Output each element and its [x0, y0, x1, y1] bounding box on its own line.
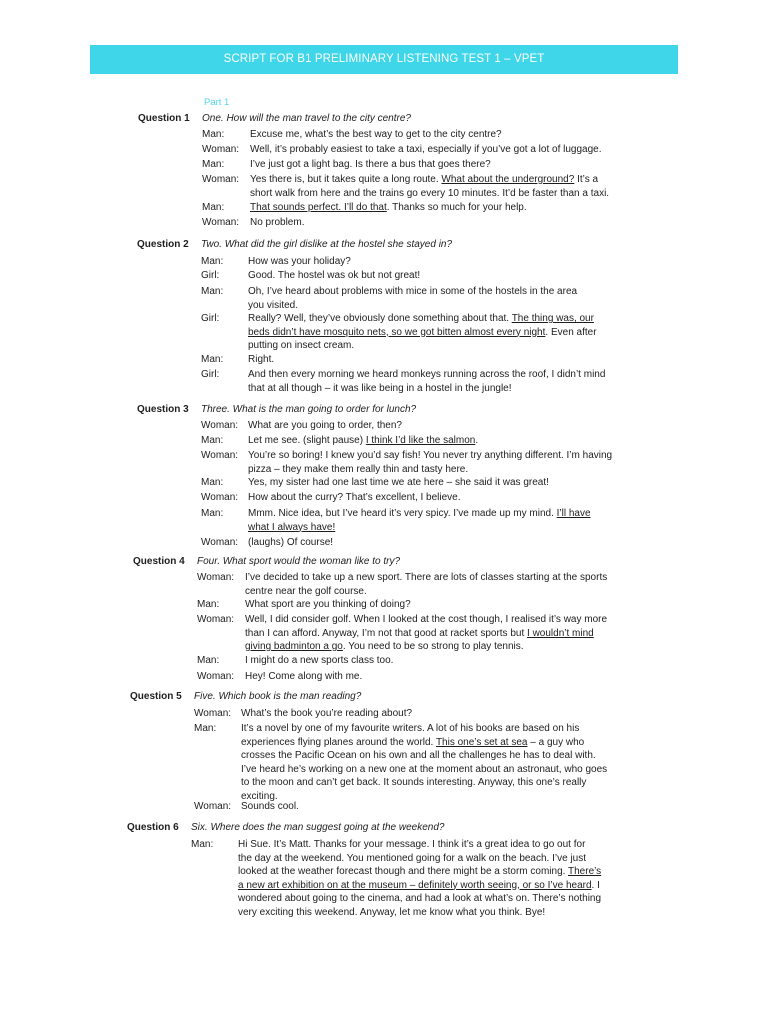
question-label: Question 2 [137, 239, 189, 250]
question-label: Question 3 [137, 404, 189, 415]
dialogue-text: Mmm. Nice idea, but I’ve heard it’s very spicy. I’ve made up my mind. I’ll have what I always have! [248, 508, 591, 533]
dialogue-text: And then every morning we heard monkeys running across the roof, I didn’t mind that at all though – it was like being in a hostel in the jungle! [248, 369, 606, 394]
question-prompt: One. How will the man travel to the city centre? [202, 113, 411, 124]
question-label: Question 1 [138, 113, 190, 124]
dialogue-text: How was your holiday? [248, 256, 351, 267]
question-prompt: Six. Where does the man suggest going at the weekend? [191, 822, 445, 833]
speaker-label: Man: [197, 655, 220, 666]
dialogue-text: Right. [248, 354, 275, 365]
speaker-label: Man: [202, 202, 225, 213]
dialogue-text: I’ve just got a light bag. Is there a bus that goes there? [250, 159, 491, 170]
speaker-label: Girl: [201, 369, 220, 380]
dialogue-text: I’ve decided to take up a new sport. There are lots of classes starting at the sports centre near the golf course. [245, 572, 608, 597]
speaker-label: Man: [197, 599, 220, 610]
dialogue-text: Yes, my sister had one last time we ate here – she said it was great! [248, 477, 549, 488]
question-label: Question 5 [130, 691, 182, 702]
dialogue-text: I might do a new sports class too. [245, 655, 394, 666]
dialogue-text: No problem. [250, 217, 305, 228]
speaker-label: Woman: [202, 217, 240, 228]
dialogue-text: What’s the book you’re reading about? [241, 708, 413, 719]
part-label: Part 1 [204, 97, 230, 108]
dialogue-text: That sounds perfect. I’ll do that. Thanks so much for your help. [250, 202, 527, 213]
dialogue-text: Well, I did consider golf. When I looked at the cost though, I realised it’s way more than I can afford. Anyway, I’m not that good at racket sports but I wouldn’t mind giving badminton a go. You need to be so strong to play tennis. [245, 614, 608, 652]
dialogue-text: It’s a novel by one of my favourite writers. A lot of his books are based on his experiences flying planes around the world. This one’s set at sea – a guy who crosses the Pacific Ocean on his own and all the challenges he has to deal with. I’ve heard he’s working on a new one at the moment about an astronaut, who goes to the moon and can’t get back. It sounds interesting. Anyway, this one’s really exciting. [241, 723, 608, 802]
dialogue-text: Well, it’s probably easiest to take a taxi, especially if you’ve got a lot of luggage. [250, 144, 602, 155]
speaker-label: Woman: [202, 174, 240, 185]
speaker-label: Man: [201, 354, 224, 365]
speaker-label: Man: [201, 508, 224, 519]
speaker-label: Man: [201, 286, 224, 297]
dialogue-text: What are you going to order, then? [248, 420, 402, 431]
speaker-label: Man: [201, 435, 224, 446]
document-title-banner [90, 45, 678, 74]
dialogue-text: Really? Well, they’ve obviously done something about that. The thing was, our beds didn’t have mosquito nets, so we got bitten almost every night. Even after putting on insect cream. [248, 313, 597, 351]
question-label: Question 4 [133, 556, 185, 567]
question-prompt: Four. What sport would the woman like to try? [197, 556, 401, 567]
dialogue-text: Hi Sue. It’s Matt. Thanks for your message. I think it’s a great idea to go out for the day at the weekend. You mentioned going for a walk on the beach. I’ve just looked at the weather forecast though and there might be a storm coming. There’s a new art exhibition on at the museum – definitely worth seeing, or so I’ve heard. I wondered about going to the cinema, and had a look at what’s on. There’s nothing very exciting this weekend. Anyway, let me know what you think. Bye! [238, 839, 602, 918]
dialogue-text: Let me see. (slight pause) I think I’d like the salmon. [248, 435, 479, 446]
speaker-label: Woman: [201, 537, 239, 548]
dialogue-text: Good. The hostel was ok but not great! [248, 270, 421, 281]
speaker-label: Woman: [202, 144, 240, 155]
speaker-label: Man: [201, 256, 224, 267]
speaker-label: Woman: [197, 671, 235, 682]
speaker-label: Woman: [201, 492, 239, 503]
question-prompt: Three. What is the man going to order for lunch? [201, 404, 417, 415]
dialogue-text: Excuse me, what’s the best way to get to the city centre? [250, 129, 502, 140]
speaker-label: Woman: [194, 801, 232, 812]
speaker-label: Woman: [197, 572, 235, 583]
question-label: Question 6 [127, 822, 179, 833]
dialogue-text: Sounds cool. [241, 801, 299, 812]
speaker-label: Man: [194, 723, 217, 734]
dialogue-text: What sport are you thinking of doing? [245, 599, 411, 610]
dialogue-text: How about the curry? That’s excellent, I believe. [248, 492, 461, 503]
speaker-label: Girl: [201, 313, 220, 324]
speaker-label: Woman: [194, 708, 232, 719]
dialogue-text: Oh, I’ve heard about problems with mice in some of the hostels in the area you visited. [248, 286, 578, 311]
speaker-label: Man: [202, 129, 225, 140]
speaker-label: Man: [191, 839, 214, 850]
speaker-label: Man: [202, 159, 225, 170]
dialogue-text: Hey! Come along with me. [245, 671, 363, 682]
question-prompt: Two. What did the girl dislike at the hostel she stayed in? [201, 239, 453, 250]
dialogue-text: Yes there is, but it takes quite a long route. What about the underground? It’s a short walk from here and the trains go every 10 minutes. It’d be faster than a taxi. [250, 174, 610, 199]
speaker-label: Woman: [201, 450, 239, 461]
speaker-label: Girl: [201, 270, 220, 281]
dialogue-text: You’re so boring! I knew you’d say fish! You never try anything different. I’m having pizza – they make them really thin and tasty here. [248, 450, 613, 475]
dialogue-text: (laughs) Of course! [248, 537, 334, 548]
document-title: SCRIPT FOR B1 PRELIMINARY LISTENING TEST 1 – VPET [223, 53, 545, 65]
question-prompt: Five. Which book is the man reading? [194, 691, 362, 702]
speaker-label: Man: [201, 477, 224, 488]
speaker-label: Woman: [197, 614, 235, 625]
speaker-label: Woman: [201, 420, 239, 431]
